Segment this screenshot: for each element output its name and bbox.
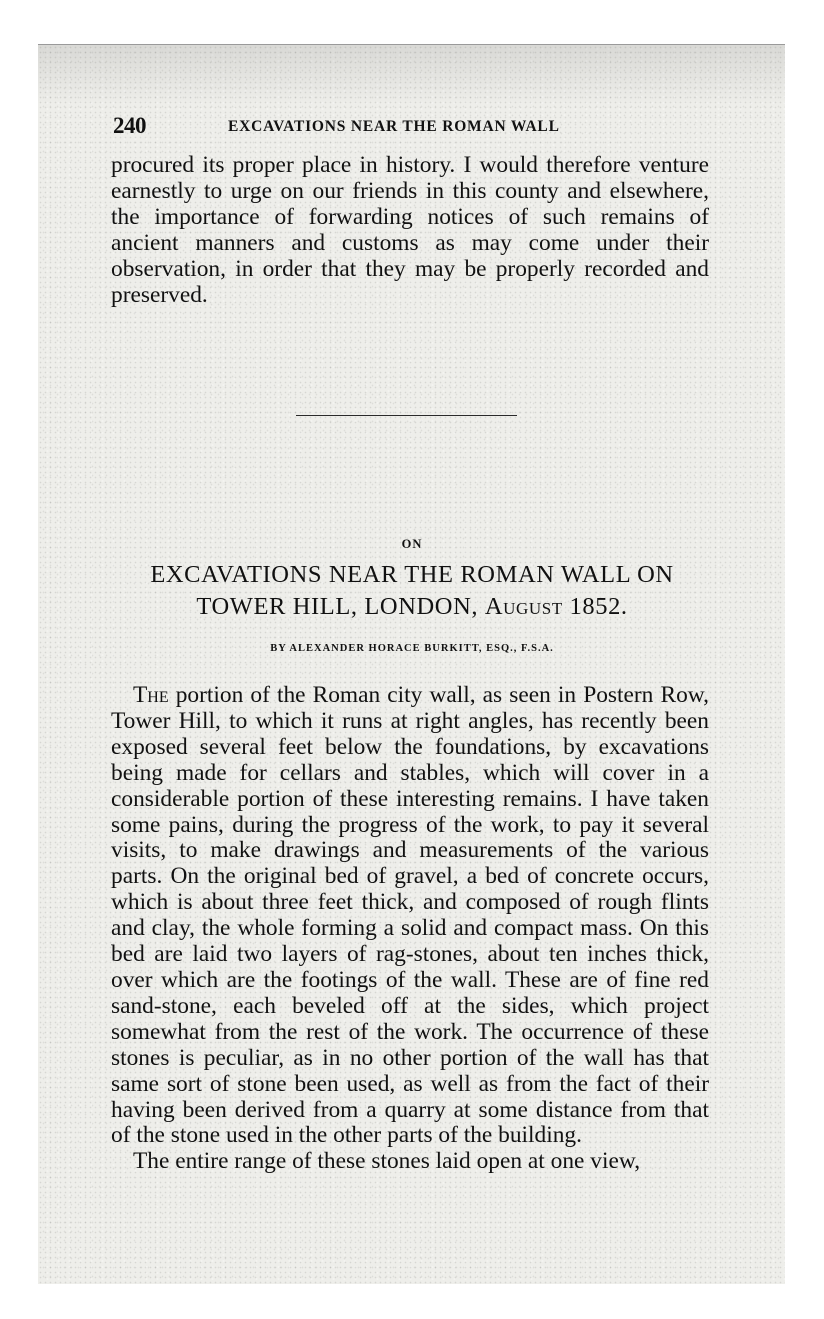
paragraph-2: The entire range of these stones laid open at one view, bbox=[133, 1148, 641, 1175]
running-head-title: EXCAVATIONS NEAR THE ROMAN WALL bbox=[228, 118, 560, 135]
title-date: August 1852. bbox=[484, 593, 628, 620]
article-title-line-1: EXCAVATIONS NEAR THE ROMAN WALL ON bbox=[150, 561, 674, 588]
paragraph-1-text: portion of the Roman city wall, as seen in Postern Row, Tower Hill, to which it runs at right angles, has recently been exposed several feet below the foundations, by excavations being made for cellars and stables, which will cover in a considerable portion of these interesting remains. I have taken some pains, during the progress of the work, to pay it several visits, to make drawings and measurements of the various parts. On the original bed of gravel, a bed of concrete occurs, which is about three feet thick, and composed of rough flints and clay, the whole forming a solid and compact mass. On this bed are laid two layers of rag-stones, about ten inches thick, over which are the footings of the wall. These are of fine red sand-stone, each beveled off at the sides, which project somewhat from the rest of the work. The occurrence of these stones is peculiar, as in no other portion of the wall has that same sort of stone been used, as well as from the fact of their having been derived from a quarry at some distance from that of the stone used in the other parts of the building. bbox=[111, 682, 709, 1149]
title-prefix: ON bbox=[401, 537, 423, 551]
byline: BY ALEXANDER HORACE BURKITT, ESQ., F.S.A. bbox=[270, 643, 554, 654]
paragraph-1 bbox=[111, 683, 709, 1149]
section-divider bbox=[296, 415, 517, 416]
article-body bbox=[111, 683, 709, 1175]
opening-word: The bbox=[133, 682, 169, 708]
title-location: TOWER HILL, LONDON, bbox=[196, 593, 485, 620]
closing-paragraph: procured its proper place in history. I would therefore venture earnestly to urge on our friends in this county and elsewhere, the importance of forwarding notices of such remains of ancient manners and customs as may come under their observation, in order that they may be properly recorded and preserved. bbox=[111, 152, 709, 308]
preceding-article-text bbox=[111, 153, 709, 308]
running-head bbox=[113, 113, 713, 139]
article-title-line-2 bbox=[0, 592, 824, 621]
page-number: 240 bbox=[113, 113, 146, 138]
